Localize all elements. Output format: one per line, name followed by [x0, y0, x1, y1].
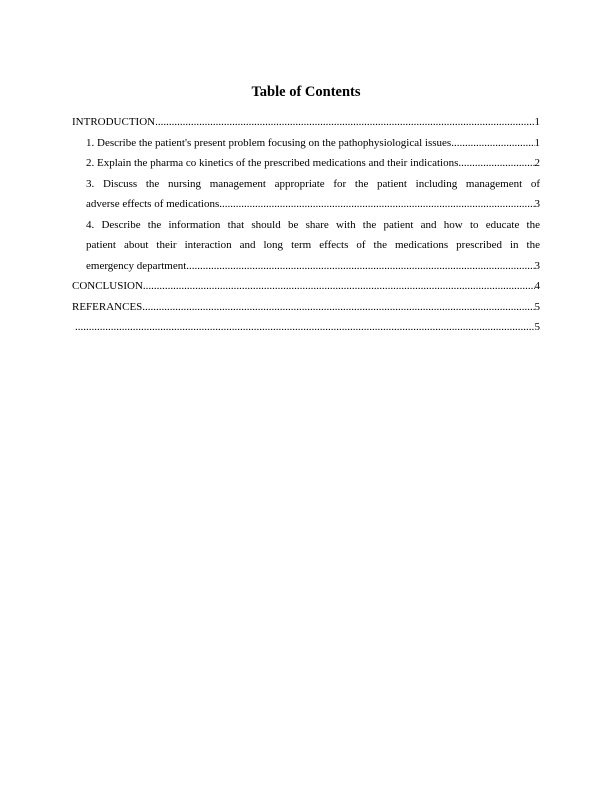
toc-entry-text: 2. Explain the pharma co kinetics of the prescribed medications and their indications — [86, 157, 459, 169]
toc-page-number: 1 — [534, 136, 540, 149]
toc-entry-2[interactable] — [72, 153, 540, 174]
dot-leader — [458, 153, 534, 174]
table-of-contents — [72, 112, 540, 338]
toc-page-number: 5 — [534, 300, 540, 313]
toc-entry-text: 1. Describe the patient's present problem focusing on the pathophysiological issues — [86, 136, 452, 149]
toc-entry-line: adverse effects of medications — [86, 198, 220, 210]
toc-entry-1[interactable] — [72, 133, 540, 154]
toc-entry-line: 4. Describe the information that should be share with the patient and how to educate the — [86, 218, 540, 231]
toc-entry-text: REFERANCES — [72, 300, 143, 313]
toc-entry-line: 3. Discuss the nursing management appropriate for the patient including management of — [86, 177, 540, 190]
toc-page-number: 2 — [534, 157, 540, 169]
dot-leader — [142, 297, 534, 318]
toc-page-number: 4 — [534, 280, 540, 292]
toc-entry-references[interactable] — [72, 297, 540, 318]
toc-page-number: 3 — [534, 259, 540, 272]
toc-entry-line: emergency department — [86, 259, 187, 272]
toc-page-number: 3 — [534, 198, 540, 210]
toc-entry-text: INTRODUCTION — [72, 116, 156, 128]
toc-entry-3[interactable] — [72, 174, 540, 215]
toc-entry-introduction[interactable] — [72, 112, 540, 133]
toc-page-number: 1 — [534, 116, 540, 128]
dot-leader — [186, 256, 534, 277]
dot-leader — [75, 317, 535, 338]
toc-entry-line: patient about their interaction and long term effects of the medications prescribed in the — [86, 239, 540, 251]
dot-leader — [219, 194, 534, 215]
toc-title: Table of Contents — [251, 84, 361, 100]
toc-entry-text: CONCLUSION — [72, 280, 143, 292]
dot-leader — [451, 133, 534, 154]
toc-entry-untitled[interactable] — [72, 317, 540, 338]
dot-leader — [155, 112, 534, 133]
dot-leader — [143, 276, 535, 297]
toc-entry-4[interactable] — [72, 215, 540, 277]
toc-entry-conclusion[interactable] — [72, 276, 540, 297]
toc-page-number: 5 — [534, 321, 540, 333]
